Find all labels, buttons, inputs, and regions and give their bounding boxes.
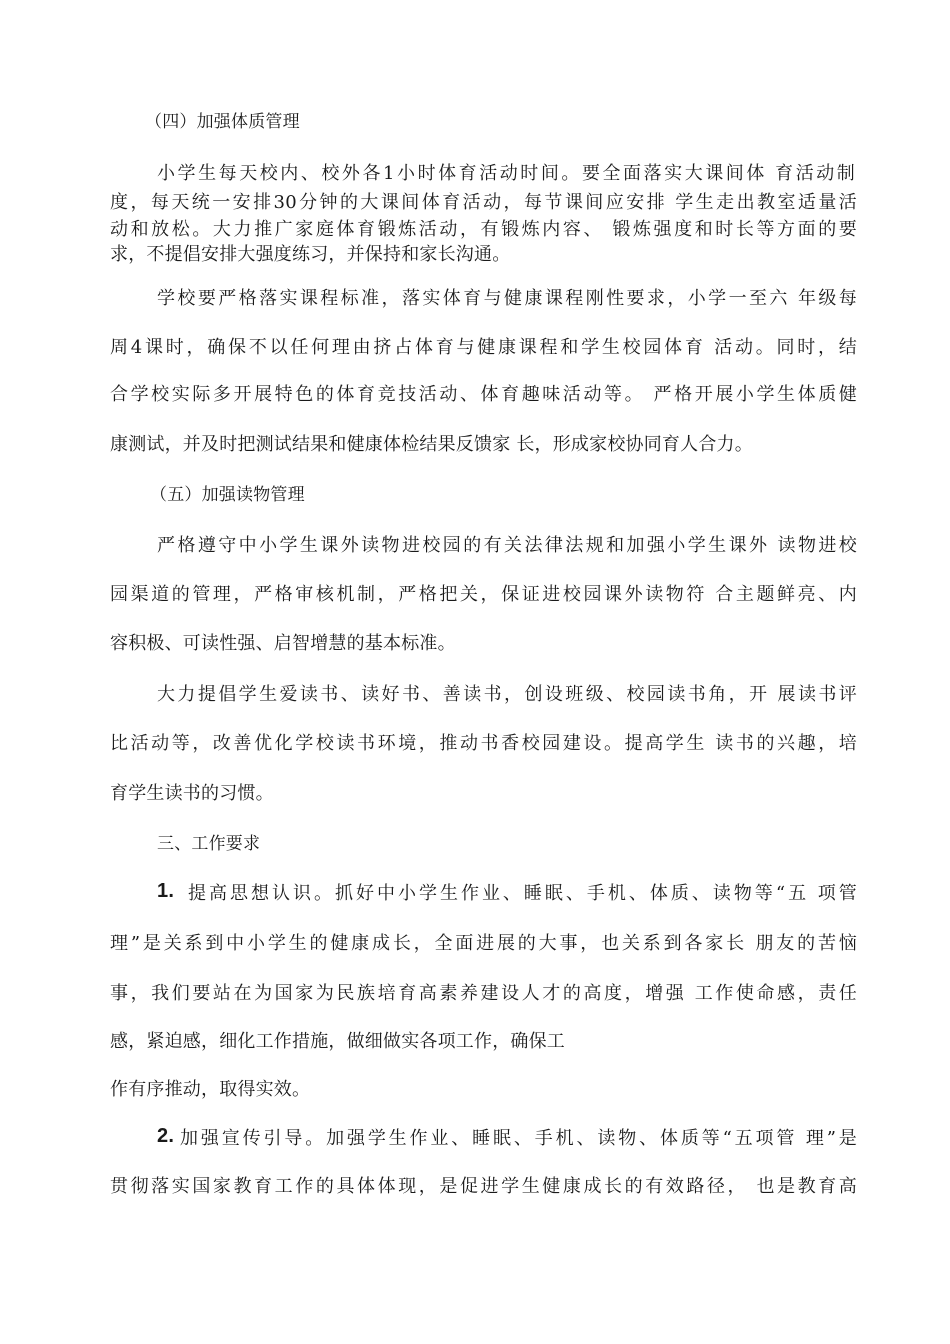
paragraph-line: 合学校实际多开展特色的体育竞技活动、体育趣味活动等。 严格开展小学生体质健 xyxy=(110,384,857,405)
list-item-number: 1. xyxy=(157,880,175,902)
paragraph-line: 容积极、可读性强、启智增慧的基本标准。 xyxy=(110,633,456,654)
paragraph-line: 严格遵守中小学生课外读物进校园的有关法律法规和加强小学生课外 读物进校 xyxy=(157,535,857,556)
paragraph-line: 育学生读书的习惯。 xyxy=(110,783,274,804)
paragraph-line: 贯彻落实国家教育工作的具体体现，是促进学生健康成长的有效路径， 也是教育高 xyxy=(110,1176,857,1197)
paragraph-line: 小学生每天校内、校外各1小时体育活动时间。要全面落实大课间体 育活动制 xyxy=(157,163,855,184)
paragraph-line: 加强宣传引导。加强学生作业、睡眠、手机、读物、体质等“五项管 理”是 xyxy=(180,1128,857,1149)
paragraph-line: 康测试，并及时把测试结果和健康体检结果反馈家 长，形成家校协同育人合力。 xyxy=(110,434,753,455)
paragraph-line: 感，紧迫感，细化工作措施，做细做实各项工作，确保工 xyxy=(110,1031,565,1052)
section-heading-5: （五）加强读物管理 xyxy=(150,485,305,505)
paragraph-line: 学校要严格落实课程标准，落实体育与健康课程刚性要求，小学一至六 年级每 xyxy=(157,288,857,309)
paragraph-line: 动和放松。大力推广家庭体育锻炼活动，有锻炼内容、 锻炼强度和时长等方面的要 xyxy=(110,219,857,240)
paragraph-line: 周4课时，确保不以任何理由挤占体育与健康课程和学生校园体育 活动。同时，结 xyxy=(110,337,857,358)
paragraph-line: 提高思想认识。抓好中小学生作业、睡眠、手机、体质、读物等“五 项管 xyxy=(188,883,857,904)
paragraph-line: 度，每天统一安排30分钟的大课间体育活动，每节课间应安排 学生走出教室适量活 xyxy=(110,192,857,213)
section-heading-4: （四）加强体质管理 xyxy=(145,112,300,132)
list-item-number: 2. xyxy=(157,1125,175,1147)
paragraph-line: 大力提倡学生爱读书、读好书、善读书，创设班级、校园读书角，开 展读书评 xyxy=(157,684,857,705)
paragraph-line: 园渠道的管理，严格审核机制，严格把关，保证进校园课外读物符 合主题鲜亮、内 xyxy=(110,584,857,605)
paragraph-line: 事，我们要站在为国家为民族培育高素养建设人才的高度，增强 工作使命感，责任 xyxy=(110,983,857,1004)
paragraph-line: 比活动等，改善优化学校读书环境，推动书香校园建设。提高学生 读书的兴趣，培 xyxy=(110,733,857,754)
section-heading-3: 三、工作要求 xyxy=(157,834,261,854)
paragraph-line: 理”是关系到中小学生的健康成长，全面进展的大事，也关系到各家长 朋友的苦恼 xyxy=(110,933,857,954)
paragraph-line: 作有序推动，取得实效。 xyxy=(110,1079,311,1100)
paragraph-line: 求，不提倡安排大强度练习，并保持和家长沟通。 xyxy=(110,244,511,265)
